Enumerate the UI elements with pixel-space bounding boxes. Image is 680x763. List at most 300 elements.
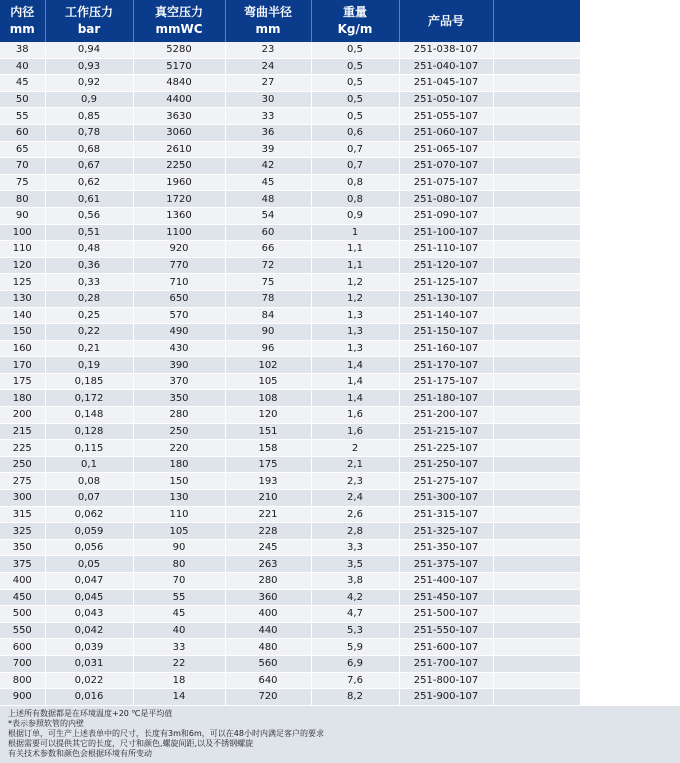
cell-weight: 0,5 [311,58,399,75]
cell-working-pressure: 0,031 [45,655,133,672]
cell-weight: 0,5 [311,42,399,58]
cell-product-number: 251-080-107 [399,191,493,208]
cell-blank [493,340,580,357]
cell-blank [493,556,580,573]
cell-inner-diameter: 225 [0,440,45,457]
cell-weight: 1,4 [311,373,399,390]
cell-inner-diameter: 90 [0,207,45,224]
cell-vacuum-pressure: 33 [133,639,225,656]
cell-blank [493,108,580,125]
cell-inner-diameter: 325 [0,523,45,540]
cell-blank [493,423,580,440]
cell-product-number: 251-040-107 [399,58,493,75]
cell-working-pressure: 0,128 [45,423,133,440]
cell-weight: 6,9 [311,655,399,672]
cell-working-pressure: 0,059 [45,523,133,540]
cell-inner-diameter: 450 [0,589,45,606]
table-row [0,158,580,175]
cell-vacuum-pressure: 45 [133,606,225,623]
cell-bend-radius: 23 [225,42,311,58]
header-blank [493,0,580,42]
cell-working-pressure: 0,185 [45,373,133,390]
cell-working-pressure: 0,05 [45,556,133,573]
cell-inner-diameter: 55 [0,108,45,125]
cell-vacuum-pressure: 1960 [133,174,225,191]
table-body [0,42,580,705]
cell-working-pressure: 0,78 [45,124,133,141]
cell-weight: 1,4 [311,357,399,374]
table-row [0,373,580,390]
cell-blank [493,257,580,274]
table-row [0,440,580,457]
cell-working-pressure: 0,062 [45,506,133,523]
cell-weight: 2,3 [311,473,399,490]
cell-blank [493,158,580,175]
cell-weight: 0,5 [311,108,399,125]
cell-bend-radius: 33 [225,108,311,125]
cell-inner-diameter: 275 [0,473,45,490]
cell-weight: 1,4 [311,390,399,407]
table-row [0,523,580,540]
cell-product-number: 251-180-107 [399,390,493,407]
cell-bend-radius: 400 [225,606,311,623]
table-row [0,241,580,258]
cell-working-pressure: 0,93 [45,58,133,75]
cell-bend-radius: 720 [225,689,311,706]
cell-blank [493,42,580,58]
cell-vacuum-pressure: 350 [133,390,225,407]
cell-weight: 2,1 [311,456,399,473]
cell-vacuum-pressure: 90 [133,539,225,556]
cell-blank [493,506,580,523]
cell-inner-diameter: 400 [0,573,45,590]
footnotes [0,706,680,763]
table-row [0,655,580,672]
cell-weight: 1,6 [311,423,399,440]
table-row [0,191,580,208]
cell-vacuum-pressure: 280 [133,407,225,424]
cell-blank [493,290,580,307]
cell-vacuum-pressure: 14 [133,689,225,706]
cell-working-pressure: 0,056 [45,539,133,556]
table-row [0,689,580,706]
cell-vacuum-pressure: 490 [133,324,225,341]
cell-working-pressure: 0,08 [45,473,133,490]
cell-vacuum-pressure: 130 [133,490,225,507]
cell-weight: 1,1 [311,257,399,274]
cell-weight: 1,1 [311,241,399,258]
cell-inner-diameter: 60 [0,124,45,141]
cell-inner-diameter: 150 [0,324,45,341]
cell-bend-radius: 440 [225,622,311,639]
cell-vacuum-pressure: 55 [133,589,225,606]
cell-vacuum-pressure: 710 [133,274,225,291]
cell-inner-diameter: 300 [0,490,45,507]
cell-bend-radius: 221 [225,506,311,523]
cell-product-number: 251-120-107 [399,257,493,274]
cell-weight: 2,6 [311,506,399,523]
cell-bend-radius: 60 [225,224,311,241]
cell-bend-radius: 245 [225,539,311,556]
cell-working-pressure: 0,94 [45,42,133,58]
cell-product-number: 251-300-107 [399,490,493,507]
cell-weight: 2 [311,440,399,457]
cell-bend-radius: 480 [225,639,311,656]
cell-product-number: 251-900-107 [399,689,493,706]
cell-bend-radius: 90 [225,324,311,341]
cell-blank [493,141,580,158]
cell-product-number: 251-125-107 [399,274,493,291]
cell-working-pressure: 0,61 [45,191,133,208]
table-row [0,141,580,158]
cell-working-pressure: 0,62 [45,174,133,191]
cell-product-number: 251-050-107 [399,91,493,108]
cell-product-number: 251-150-107 [399,324,493,341]
cell-bend-radius: 263 [225,556,311,573]
cell-product-number: 251-800-107 [399,672,493,689]
cell-weight: 3,5 [311,556,399,573]
cell-bend-radius: 108 [225,390,311,407]
cell-blank [493,91,580,108]
table-row [0,174,580,191]
cell-product-number: 251-110-107 [399,241,493,258]
cell-inner-diameter: 250 [0,456,45,473]
cell-working-pressure: 0,21 [45,340,133,357]
table-row [0,224,580,241]
cell-vacuum-pressure: 3630 [133,108,225,125]
cell-weight: 1,2 [311,274,399,291]
cell-blank [493,390,580,407]
cell-blank [493,224,580,241]
cell-working-pressure: 0,016 [45,689,133,706]
cell-product-number: 251-175-107 [399,373,493,390]
cell-bend-radius: 54 [225,207,311,224]
cell-blank [493,274,580,291]
cell-vacuum-pressure: 770 [133,257,225,274]
cell-vacuum-pressure: 570 [133,307,225,324]
cell-vacuum-pressure: 4840 [133,75,225,92]
cell-working-pressure: 0,047 [45,573,133,590]
cell-inner-diameter: 45 [0,75,45,92]
cell-weight: 0,8 [311,174,399,191]
cell-working-pressure: 0,042 [45,622,133,639]
cell-working-pressure: 0,045 [45,589,133,606]
footnote: 根据需要可以提供其它的长度，尺寸和颜色,螺旋间距,以及不锈钢螺旋 [8,739,254,748]
cell-vacuum-pressure: 650 [133,290,225,307]
cell-blank [493,357,580,374]
cell-working-pressure: 0,67 [45,158,133,175]
cell-inner-diameter: 550 [0,622,45,639]
cell-working-pressure: 0,1 [45,456,133,473]
cell-weight: 4,7 [311,606,399,623]
cell-working-pressure: 0,48 [45,241,133,258]
table-row [0,124,580,141]
cell-blank [493,523,580,540]
cell-product-number: 251-070-107 [399,158,493,175]
cell-blank [493,373,580,390]
table-row [0,207,580,224]
cell-blank [493,207,580,224]
cell-product-number: 251-055-107 [399,108,493,125]
table-row [0,75,580,92]
cell-bend-radius: 84 [225,307,311,324]
cell-vacuum-pressure: 430 [133,340,225,357]
cell-vacuum-pressure: 22 [133,655,225,672]
cell-weight: 5,9 [311,639,399,656]
cell-weight: 0,7 [311,158,399,175]
cell-inner-diameter: 38 [0,42,45,58]
cell-working-pressure: 0,022 [45,672,133,689]
header-weight: 重量 Kg/m [311,0,399,42]
cell-blank [493,324,580,341]
cell-inner-diameter: 125 [0,274,45,291]
cell-inner-diameter: 120 [0,257,45,274]
table-row [0,274,580,291]
cell-blank [493,124,580,141]
cell-vacuum-pressure: 18 [133,672,225,689]
cell-product-number: 251-225-107 [399,440,493,457]
cell-product-number: 251-550-107 [399,622,493,639]
cell-inner-diameter: 110 [0,241,45,258]
table-row [0,473,580,490]
cell-bend-radius: 210 [225,490,311,507]
cell-product-number: 251-045-107 [399,75,493,92]
cell-inner-diameter: 70 [0,158,45,175]
cell-product-number: 251-700-107 [399,655,493,672]
cell-product-number: 251-090-107 [399,207,493,224]
cell-bend-radius: 360 [225,589,311,606]
cell-vacuum-pressure: 105 [133,523,225,540]
cell-bend-radius: 120 [225,407,311,424]
cell-blank [493,456,580,473]
cell-bend-radius: 175 [225,456,311,473]
cell-inner-diameter: 170 [0,357,45,374]
cell-product-number: 251-130-107 [399,290,493,307]
cell-blank [493,58,580,75]
cell-working-pressure: 0,07 [45,490,133,507]
cell-working-pressure: 0,36 [45,257,133,274]
cell-bend-radius: 158 [225,440,311,457]
cell-product-number: 251-325-107 [399,523,493,540]
cell-working-pressure: 0,115 [45,440,133,457]
cell-weight: 1,3 [311,324,399,341]
table-row [0,423,580,440]
table-row [0,589,580,606]
cell-inner-diameter: 375 [0,556,45,573]
cell-product-number: 251-600-107 [399,639,493,656]
cell-weight: 1,3 [311,340,399,357]
cell-inner-diameter: 215 [0,423,45,440]
cell-vacuum-pressure: 4400 [133,91,225,108]
header-inner-diameter: 内径 mm [0,0,45,42]
cell-blank [493,174,580,191]
cell-inner-diameter: 600 [0,639,45,656]
cell-vacuum-pressure: 1720 [133,191,225,208]
cell-weight: 0,6 [311,124,399,141]
cell-product-number: 251-160-107 [399,340,493,357]
table-row [0,490,580,507]
table-row [0,606,580,623]
cell-product-number: 251-250-107 [399,456,493,473]
cell-working-pressure: 0,33 [45,274,133,291]
table-row [0,622,580,639]
cell-bend-radius: 96 [225,340,311,357]
cell-weight: 4,2 [311,589,399,606]
cell-working-pressure: 0,25 [45,307,133,324]
cell-product-number: 251-275-107 [399,473,493,490]
cell-inner-diameter: 200 [0,407,45,424]
cell-vacuum-pressure: 1100 [133,224,225,241]
cell-bend-radius: 78 [225,290,311,307]
cell-vacuum-pressure: 110 [133,506,225,523]
table-row [0,539,580,556]
cell-inner-diameter: 140 [0,307,45,324]
cell-vacuum-pressure: 150 [133,473,225,490]
cell-weight: 3,8 [311,573,399,590]
cell-bend-radius: 48 [225,191,311,208]
cell-working-pressure: 0,51 [45,224,133,241]
cell-bend-radius: 45 [225,174,311,191]
cell-weight: 0,8 [311,191,399,208]
cell-product-number: 251-500-107 [399,606,493,623]
table-row [0,340,580,357]
cell-bend-radius: 75 [225,274,311,291]
cell-weight: 1,2 [311,290,399,307]
cell-weight: 5,3 [311,622,399,639]
cell-product-number: 251-215-107 [399,423,493,440]
cell-bend-radius: 105 [225,373,311,390]
cell-working-pressure: 0,22 [45,324,133,341]
table-row [0,290,580,307]
cell-inner-diameter: 40 [0,58,45,75]
cell-product-number: 251-100-107 [399,224,493,241]
cell-bend-radius: 39 [225,141,311,158]
cell-inner-diameter: 160 [0,340,45,357]
cell-vacuum-pressure: 250 [133,423,225,440]
cell-weight: 0,7 [311,141,399,158]
cell-vacuum-pressure: 70 [133,573,225,590]
cell-weight: 0,9 [311,207,399,224]
cell-blank [493,191,580,208]
cell-vacuum-pressure: 3060 [133,124,225,141]
table-row [0,42,580,58]
cell-product-number: 251-400-107 [399,573,493,590]
cell-working-pressure: 0,039 [45,639,133,656]
cell-working-pressure: 0,9 [45,91,133,108]
cell-vacuum-pressure: 2610 [133,141,225,158]
cell-weight: 2,8 [311,523,399,540]
table-header [0,0,580,42]
table-row [0,456,580,473]
cell-product-number: 251-065-107 [399,141,493,158]
cell-inner-diameter: 500 [0,606,45,623]
cell-working-pressure: 0,68 [45,141,133,158]
cell-working-pressure: 0,28 [45,290,133,307]
cell-weight: 0,5 [311,91,399,108]
cell-inner-diameter: 50 [0,91,45,108]
cell-bend-radius: 36 [225,124,311,141]
cell-bend-radius: 24 [225,58,311,75]
cell-weight: 1,3 [311,307,399,324]
cell-weight: 8,2 [311,689,399,706]
cell-blank [493,490,580,507]
cell-vacuum-pressure: 80 [133,556,225,573]
cell-blank [493,75,580,92]
table-row [0,639,580,656]
cell-bend-radius: 102 [225,357,311,374]
cell-vacuum-pressure: 5170 [133,58,225,75]
table-row [0,108,580,125]
cell-working-pressure: 0,172 [45,390,133,407]
cell-vacuum-pressure: 390 [133,357,225,374]
cell-working-pressure: 0,043 [45,606,133,623]
cell-bend-radius: 66 [225,241,311,258]
cell-bend-radius: 193 [225,473,311,490]
cell-weight: 7,6 [311,672,399,689]
cell-vacuum-pressure: 40 [133,622,225,639]
table-row [0,390,580,407]
cell-blank [493,689,580,706]
cell-bend-radius: 72 [225,257,311,274]
cell-product-number: 251-350-107 [399,539,493,556]
cell-inner-diameter: 180 [0,390,45,407]
header-product-number: 产品号 [399,0,493,42]
cell-weight: 2,4 [311,490,399,507]
cell-inner-diameter: 315 [0,506,45,523]
cell-blank [493,440,580,457]
cell-inner-diameter: 800 [0,672,45,689]
table-row [0,573,580,590]
cell-blank [493,573,580,590]
cell-product-number: 251-140-107 [399,307,493,324]
cell-blank [493,539,580,556]
cell-bend-radius: 30 [225,91,311,108]
cell-product-number: 251-450-107 [399,589,493,606]
header-vacuum-pressure: 真空压力 mmWC [133,0,225,42]
cell-product-number: 251-060-107 [399,124,493,141]
cell-weight: 0,5 [311,75,399,92]
cell-inner-diameter: 700 [0,655,45,672]
cell-bend-radius: 42 [225,158,311,175]
cell-blank [493,606,580,623]
cell-working-pressure: 0,148 [45,407,133,424]
cell-inner-diameter: 80 [0,191,45,208]
cell-blank [493,307,580,324]
table-row [0,91,580,108]
cell-bend-radius: 151 [225,423,311,440]
cell-working-pressure: 0,56 [45,207,133,224]
cell-product-number: 251-038-107 [399,42,493,58]
cell-bend-radius: 228 [225,523,311,540]
cell-working-pressure: 0,85 [45,108,133,125]
cell-inner-diameter: 175 [0,373,45,390]
footnote: *表示参照软管的内壁 [8,719,84,728]
footnote: 上述所有数据都是在环境温度+20 ℃是平均值 [8,709,173,718]
cell-vacuum-pressure: 920 [133,241,225,258]
header-working-pressure: 工作压力 bar [45,0,133,42]
cell-bend-radius: 280 [225,573,311,590]
cell-blank [493,622,580,639]
table-row [0,257,580,274]
cell-blank [493,407,580,424]
cell-vacuum-pressure: 180 [133,456,225,473]
cell-bend-radius: 560 [225,655,311,672]
table-row [0,506,580,523]
footnote: 有关技术参数和颜色会根据环境有所变动 [8,749,152,758]
cell-product-number: 251-200-107 [399,407,493,424]
cell-vacuum-pressure: 2250 [133,158,225,175]
cell-product-number: 251-170-107 [399,357,493,374]
